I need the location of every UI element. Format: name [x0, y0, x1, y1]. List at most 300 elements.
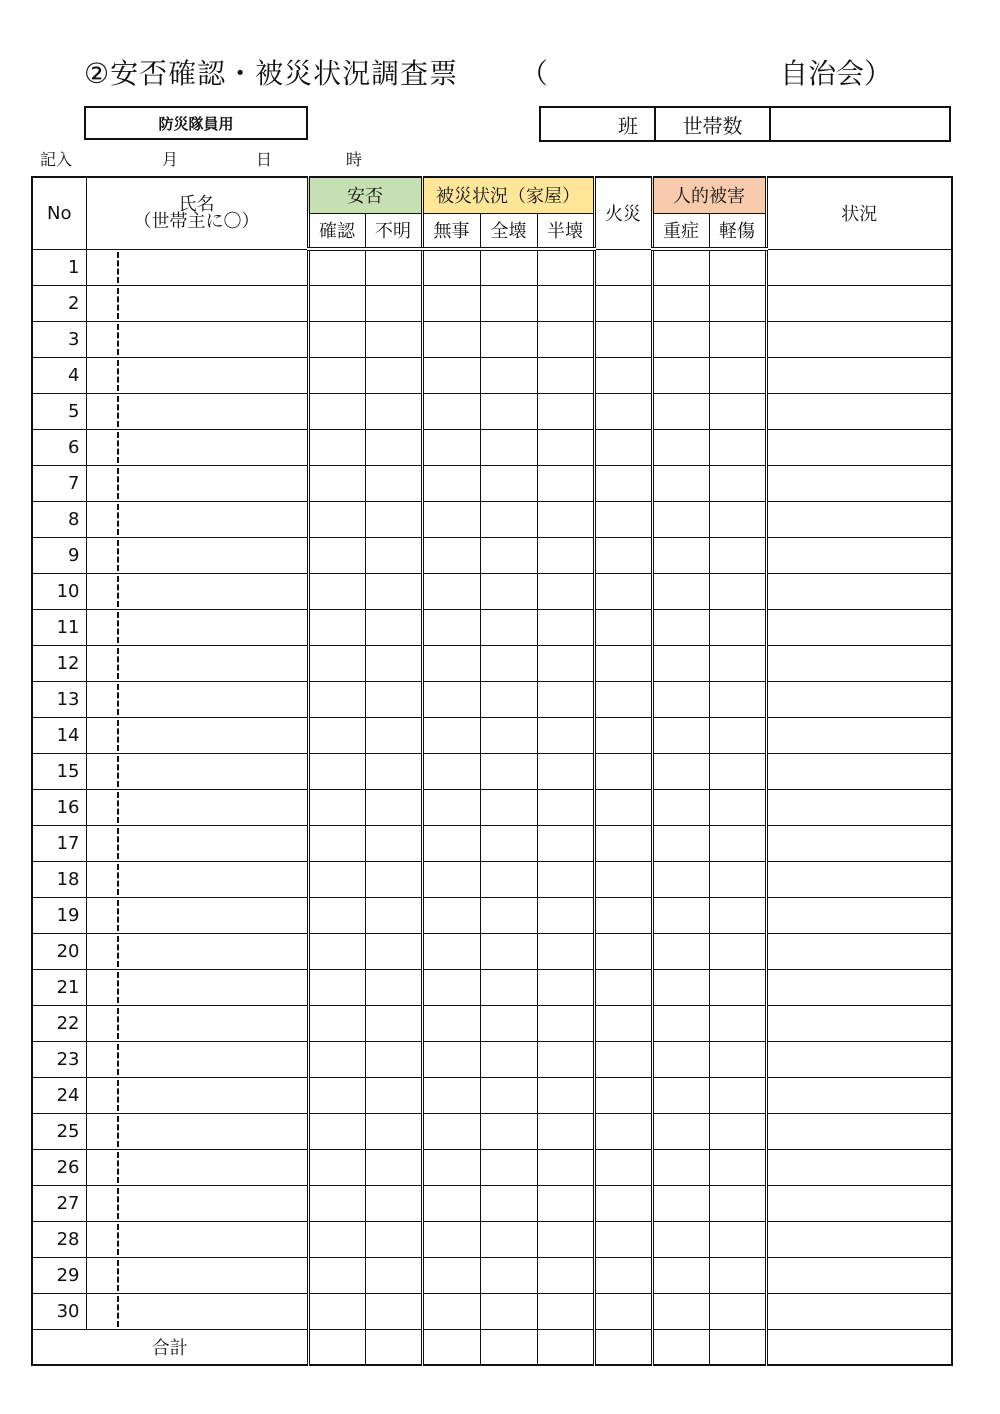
jinteki-severe-cell[interactable] — [652, 1077, 709, 1113]
jinteki-severe-cell[interactable] — [652, 465, 709, 501]
hisai-half-collapse-cell[interactable] — [537, 1221, 594, 1257]
jinteki-minor-cell[interactable] — [709, 1221, 766, 1257]
hisai-total-collapse-cell[interactable] — [480, 465, 537, 501]
status-cell[interactable] — [766, 933, 952, 969]
hisai-safe-cell[interactable] — [422, 1293, 480, 1329]
jinteki-severe-cell[interactable] — [652, 645, 709, 681]
status-cell[interactable] — [766, 1113, 952, 1149]
anpi-confirmed-cell[interactable] — [308, 753, 365, 789]
name-cell[interactable] — [86, 717, 308, 753]
hisai-safe-cell[interactable] — [422, 681, 480, 717]
jinteki-severe-cell[interactable] — [652, 1149, 709, 1185]
jinteki-severe-cell[interactable] — [652, 1113, 709, 1149]
hisai-half-collapse-cell[interactable] — [537, 1149, 594, 1185]
hisai-total-collapse-cell[interactable] — [480, 897, 537, 933]
fire-cell[interactable] — [594, 249, 652, 285]
hisai-safe-cell[interactable] — [422, 501, 480, 537]
name-cell[interactable] — [86, 573, 308, 609]
jinteki-minor-cell[interactable] — [709, 1041, 766, 1077]
anpi-unknown-cell[interactable] — [365, 1077, 422, 1113]
hisai-safe-cell[interactable] — [422, 825, 480, 861]
hisai-half-collapse-cell[interactable] — [537, 537, 594, 573]
anpi-unknown-cell[interactable] — [365, 825, 422, 861]
hisai-half-collapse-cell[interactable] — [537, 717, 594, 753]
hisai-total-collapse-cell[interactable] — [480, 753, 537, 789]
hisai-total-collapse-cell[interactable] — [480, 969, 537, 1005]
anpi-confirmed-cell[interactable] — [308, 969, 365, 1005]
hisai-half-collapse-cell[interactable] — [537, 249, 594, 285]
anpi-unknown-cell[interactable] — [365, 285, 422, 321]
jinteki-minor-cell[interactable] — [709, 933, 766, 969]
status-cell[interactable] — [766, 645, 952, 681]
anpi-unknown-cell[interactable] — [365, 393, 422, 429]
jinteki-severe-cell[interactable] — [652, 1257, 709, 1293]
anpi-unknown-cell[interactable] — [365, 465, 422, 501]
anpi-confirmed-cell[interactable] — [308, 357, 365, 393]
name-cell[interactable] — [86, 1185, 308, 1221]
jinteki-minor-cell[interactable] — [709, 645, 766, 681]
hisai-safe-cell[interactable] — [422, 537, 480, 573]
jinteki-minor-cell[interactable] — [709, 861, 766, 897]
anpi-unknown-cell[interactable] — [365, 753, 422, 789]
anpi-unknown-cell[interactable] — [365, 1149, 422, 1185]
name-cell[interactable] — [86, 609, 308, 645]
jinteki-severe-cell[interactable] — [652, 357, 709, 393]
total-cell[interactable] — [365, 1329, 422, 1365]
fire-cell[interactable] — [594, 573, 652, 609]
hisai-half-collapse-cell[interactable] — [537, 429, 594, 465]
anpi-confirmed-cell[interactable] — [308, 861, 365, 897]
hisai-total-collapse-cell[interactable] — [480, 1149, 537, 1185]
anpi-unknown-cell[interactable] — [365, 501, 422, 537]
name-cell[interactable] — [86, 357, 308, 393]
fire-cell[interactable] — [594, 1221, 652, 1257]
fire-cell[interactable] — [594, 933, 652, 969]
anpi-confirmed-cell[interactable] — [308, 573, 365, 609]
hisai-total-collapse-cell[interactable] — [480, 537, 537, 573]
status-cell[interactable] — [766, 753, 952, 789]
jinteki-minor-cell[interactable] — [709, 429, 766, 465]
hisai-total-collapse-cell[interactable] — [480, 501, 537, 537]
jinteki-severe-cell[interactable] — [652, 537, 709, 573]
jinteki-severe-cell[interactable] — [652, 861, 709, 897]
jinteki-minor-cell[interactable] — [709, 825, 766, 861]
anpi-unknown-cell[interactable] — [365, 1185, 422, 1221]
hisai-half-collapse-cell[interactable] — [537, 1005, 594, 1041]
jinteki-severe-cell[interactable] — [652, 501, 709, 537]
hisai-safe-cell[interactable] — [422, 1221, 480, 1257]
fire-cell[interactable] — [594, 465, 652, 501]
hisai-half-collapse-cell[interactable] — [537, 969, 594, 1005]
hisai-half-collapse-cell[interactable] — [537, 861, 594, 897]
name-cell[interactable] — [86, 861, 308, 897]
hisai-safe-cell[interactable] — [422, 1257, 480, 1293]
hisai-safe-cell[interactable] — [422, 357, 480, 393]
total-cell[interactable] — [709, 1329, 766, 1365]
anpi-confirmed-cell[interactable] — [308, 1149, 365, 1185]
name-cell[interactable] — [86, 501, 308, 537]
name-cell[interactable] — [86, 969, 308, 1005]
status-cell[interactable] — [766, 1005, 952, 1041]
hisai-total-collapse-cell[interactable] — [480, 285, 537, 321]
fire-cell[interactable] — [594, 861, 652, 897]
status-cell[interactable] — [766, 465, 952, 501]
jinteki-minor-cell[interactable] — [709, 609, 766, 645]
name-cell[interactable] — [86, 465, 308, 501]
hisai-safe-cell[interactable] — [422, 1113, 480, 1149]
total-cell[interactable] — [422, 1329, 480, 1365]
hisai-half-collapse-cell[interactable] — [537, 825, 594, 861]
hisai-total-collapse-cell[interactable] — [480, 357, 537, 393]
name-cell[interactable] — [86, 1149, 308, 1185]
name-cell[interactable] — [86, 1221, 308, 1257]
hisai-safe-cell[interactable] — [422, 393, 480, 429]
status-cell[interactable] — [766, 1077, 952, 1113]
hisai-total-collapse-cell[interactable] — [480, 861, 537, 897]
status-cell[interactable] — [766, 1149, 952, 1185]
jinteki-severe-cell[interactable] — [652, 1005, 709, 1041]
hisai-total-collapse-cell[interactable] — [480, 609, 537, 645]
fire-cell[interactable] — [594, 717, 652, 753]
hisai-half-collapse-cell[interactable] — [537, 465, 594, 501]
hisai-safe-cell[interactable] — [422, 969, 480, 1005]
status-cell[interactable] — [766, 609, 952, 645]
anpi-confirmed-cell[interactable] — [308, 501, 365, 537]
fire-cell[interactable] — [594, 1293, 652, 1329]
hisai-total-collapse-cell[interactable] — [480, 1185, 537, 1221]
hisai-safe-cell[interactable] — [422, 789, 480, 825]
hisai-half-collapse-cell[interactable] — [537, 1113, 594, 1149]
name-cell[interactable] — [86, 825, 308, 861]
total-cell[interactable] — [308, 1329, 365, 1365]
anpi-confirmed-cell[interactable] — [308, 717, 365, 753]
anpi-confirmed-cell[interactable] — [308, 285, 365, 321]
hisai-half-collapse-cell[interactable] — [537, 933, 594, 969]
jinteki-severe-cell[interactable] — [652, 429, 709, 465]
hisai-safe-cell[interactable] — [422, 1077, 480, 1113]
anpi-confirmed-cell[interactable] — [308, 1005, 365, 1041]
anpi-unknown-cell[interactable] — [365, 537, 422, 573]
jinteki-severe-cell[interactable] — [652, 789, 709, 825]
name-cell[interactable] — [86, 933, 308, 969]
fire-cell[interactable] — [594, 501, 652, 537]
fire-cell[interactable] — [594, 897, 652, 933]
hisai-total-collapse-cell[interactable] — [480, 645, 537, 681]
hisai-safe-cell[interactable] — [422, 717, 480, 753]
fire-cell[interactable] — [594, 1185, 652, 1221]
jinteki-minor-cell[interactable] — [709, 1293, 766, 1329]
jinteki-severe-cell[interactable] — [652, 969, 709, 1005]
anpi-confirmed-cell[interactable] — [308, 1293, 365, 1329]
anpi-confirmed-cell[interactable] — [308, 1113, 365, 1149]
jinteki-minor-cell[interactable] — [709, 249, 766, 285]
anpi-unknown-cell[interactable] — [365, 609, 422, 645]
fire-cell[interactable] — [594, 609, 652, 645]
jinteki-minor-cell[interactable] — [709, 1113, 766, 1149]
anpi-unknown-cell[interactable] — [365, 573, 422, 609]
name-cell[interactable] — [86, 1257, 308, 1293]
status-cell[interactable] — [766, 1257, 952, 1293]
jinteki-severe-cell[interactable] — [652, 321, 709, 357]
hisai-half-collapse-cell[interactable] — [537, 789, 594, 825]
total-cell[interactable] — [537, 1329, 594, 1365]
fire-cell[interactable] — [594, 1113, 652, 1149]
status-cell[interactable] — [766, 1293, 952, 1329]
jinteki-severe-cell[interactable] — [652, 1185, 709, 1221]
total-cell[interactable] — [594, 1329, 652, 1365]
fire-cell[interactable] — [594, 1041, 652, 1077]
hisai-total-collapse-cell[interactable] — [480, 1113, 537, 1149]
hisai-safe-cell[interactable] — [422, 1149, 480, 1185]
anpi-unknown-cell[interactable] — [365, 249, 422, 285]
hisai-total-collapse-cell[interactable] — [480, 1077, 537, 1113]
hisai-safe-cell[interactable] — [422, 861, 480, 897]
hisai-safe-cell[interactable] — [422, 933, 480, 969]
hisai-safe-cell[interactable] — [422, 249, 480, 285]
hisai-half-collapse-cell[interactable] — [537, 1185, 594, 1221]
hisai-total-collapse-cell[interactable] — [480, 825, 537, 861]
status-cell[interactable] — [766, 321, 952, 357]
name-cell[interactable] — [86, 393, 308, 429]
hisai-half-collapse-cell[interactable] — [537, 573, 594, 609]
hisai-half-collapse-cell[interactable] — [537, 393, 594, 429]
hisai-half-collapse-cell[interactable] — [537, 285, 594, 321]
jinteki-severe-cell[interactable] — [652, 285, 709, 321]
hisai-safe-cell[interactable] — [422, 645, 480, 681]
total-cell[interactable] — [766, 1329, 952, 1365]
jinteki-minor-cell[interactable] — [709, 465, 766, 501]
fire-cell[interactable] — [594, 645, 652, 681]
name-cell[interactable] — [86, 1041, 308, 1077]
jinteki-severe-cell[interactable] — [652, 717, 709, 753]
jinteki-severe-cell[interactable] — [652, 933, 709, 969]
status-cell[interactable] — [766, 249, 952, 285]
anpi-confirmed-cell[interactable] — [308, 393, 365, 429]
fire-cell[interactable] — [594, 1077, 652, 1113]
hisai-total-collapse-cell[interactable] — [480, 429, 537, 465]
fire-cell[interactable] — [594, 789, 652, 825]
hisai-total-collapse-cell[interactable] — [480, 1221, 537, 1257]
jinteki-minor-cell[interactable] — [709, 1185, 766, 1221]
anpi-unknown-cell[interactable] — [365, 321, 422, 357]
hisai-total-collapse-cell[interactable] — [480, 1005, 537, 1041]
jinteki-minor-cell[interactable] — [709, 717, 766, 753]
hisai-half-collapse-cell[interactable] — [537, 1293, 594, 1329]
anpi-unknown-cell[interactable] — [365, 429, 422, 465]
hisai-half-collapse-cell[interactable] — [537, 1077, 594, 1113]
fire-cell[interactable] — [594, 393, 652, 429]
total-cell[interactable] — [480, 1329, 537, 1365]
hisai-safe-cell[interactable] — [422, 573, 480, 609]
jinteki-minor-cell[interactable] — [709, 753, 766, 789]
hisai-safe-cell[interactable] — [422, 609, 480, 645]
anpi-unknown-cell[interactable] — [365, 645, 422, 681]
hisai-total-collapse-cell[interactable] — [480, 573, 537, 609]
fire-cell[interactable] — [594, 825, 652, 861]
hisai-half-collapse-cell[interactable] — [537, 897, 594, 933]
fire-cell[interactable] — [594, 1005, 652, 1041]
jinteki-severe-cell[interactable] — [652, 393, 709, 429]
anpi-confirmed-cell[interactable] — [308, 1041, 365, 1077]
anpi-confirmed-cell[interactable] — [308, 465, 365, 501]
jinteki-minor-cell[interactable] — [709, 501, 766, 537]
status-cell[interactable] — [766, 717, 952, 753]
name-cell[interactable] — [86, 1077, 308, 1113]
jinteki-minor-cell[interactable] — [709, 357, 766, 393]
han-field[interactable] — [541, 108, 656, 140]
jinteki-minor-cell[interactable] — [709, 897, 766, 933]
hisai-half-collapse-cell[interactable] — [537, 1257, 594, 1293]
name-cell[interactable] — [86, 249, 308, 285]
hisai-half-collapse-cell[interactable] — [537, 1041, 594, 1077]
status-cell[interactable] — [766, 357, 952, 393]
anpi-unknown-cell[interactable] — [365, 789, 422, 825]
name-cell[interactable] — [86, 321, 308, 357]
fire-cell[interactable] — [594, 753, 652, 789]
total-cell[interactable] — [652, 1329, 709, 1365]
fire-cell[interactable] — [594, 537, 652, 573]
anpi-unknown-cell[interactable] — [365, 681, 422, 717]
fire-cell[interactable] — [594, 681, 652, 717]
jinteki-minor-cell[interactable] — [709, 681, 766, 717]
anpi-unknown-cell[interactable] — [365, 861, 422, 897]
anpi-unknown-cell[interactable] — [365, 357, 422, 393]
jinteki-severe-cell[interactable] — [652, 753, 709, 789]
status-cell[interactable] — [766, 1185, 952, 1221]
hisai-total-collapse-cell[interactable] — [480, 717, 537, 753]
anpi-unknown-cell[interactable] — [365, 897, 422, 933]
status-cell[interactable] — [766, 501, 952, 537]
jinteki-severe-cell[interactable] — [652, 825, 709, 861]
hisai-total-collapse-cell[interactable] — [480, 393, 537, 429]
hisai-total-collapse-cell[interactable] — [480, 933, 537, 969]
jinteki-minor-cell[interactable] — [709, 1005, 766, 1041]
hisai-safe-cell[interactable] — [422, 753, 480, 789]
status-cell[interactable] — [766, 393, 952, 429]
hisai-total-collapse-cell[interactable] — [480, 1257, 537, 1293]
jinteki-severe-cell[interactable] — [652, 1293, 709, 1329]
household-count-field[interactable] — [771, 108, 949, 140]
anpi-unknown-cell[interactable] — [365, 1005, 422, 1041]
hisai-total-collapse-cell[interactable] — [480, 789, 537, 825]
hisai-safe-cell[interactable] — [422, 429, 480, 465]
anpi-confirmed-cell[interactable] — [308, 1185, 365, 1221]
jinteki-severe-cell[interactable] — [652, 1041, 709, 1077]
status-cell[interactable] — [766, 789, 952, 825]
anpi-confirmed-cell[interactable] — [308, 645, 365, 681]
anpi-confirmed-cell[interactable] — [308, 789, 365, 825]
name-cell[interactable] — [86, 1293, 308, 1329]
anpi-confirmed-cell[interactable] — [308, 429, 365, 465]
hisai-safe-cell[interactable] — [422, 1185, 480, 1221]
status-cell[interactable] — [766, 897, 952, 933]
hisai-half-collapse-cell[interactable] — [537, 645, 594, 681]
jinteki-minor-cell[interactable] — [709, 573, 766, 609]
status-cell[interactable] — [766, 1041, 952, 1077]
hisai-half-collapse-cell[interactable] — [537, 609, 594, 645]
fire-cell[interactable] — [594, 357, 652, 393]
anpi-unknown-cell[interactable] — [365, 1041, 422, 1077]
jinteki-severe-cell[interactable] — [652, 573, 709, 609]
anpi-unknown-cell[interactable] — [365, 969, 422, 1005]
hisai-half-collapse-cell[interactable] — [537, 501, 594, 537]
anpi-confirmed-cell[interactable] — [308, 933, 365, 969]
hisai-total-collapse-cell[interactable] — [480, 681, 537, 717]
fire-cell[interactable] — [594, 969, 652, 1005]
name-cell[interactable] — [86, 285, 308, 321]
status-cell[interactable] — [766, 861, 952, 897]
hisai-safe-cell[interactable] — [422, 465, 480, 501]
jinteki-minor-cell[interactable] — [709, 285, 766, 321]
status-cell[interactable] — [766, 825, 952, 861]
status-cell[interactable] — [766, 429, 952, 465]
status-cell[interactable] — [766, 537, 952, 573]
hisai-safe-cell[interactable] — [422, 1005, 480, 1041]
jinteki-severe-cell[interactable] — [652, 609, 709, 645]
anpi-unknown-cell[interactable] — [365, 1293, 422, 1329]
jinteki-severe-cell[interactable] — [652, 681, 709, 717]
status-cell[interactable] — [766, 285, 952, 321]
anpi-confirmed-cell[interactable] — [308, 825, 365, 861]
name-cell[interactable] — [86, 897, 308, 933]
jinteki-minor-cell[interactable] — [709, 1149, 766, 1185]
anpi-unknown-cell[interactable] — [365, 1257, 422, 1293]
fire-cell[interactable] — [594, 1149, 652, 1185]
name-cell[interactable] — [86, 1005, 308, 1041]
status-cell[interactable] — [766, 1221, 952, 1257]
jinteki-severe-cell[interactable] — [652, 897, 709, 933]
name-cell[interactable] — [86, 753, 308, 789]
jinteki-minor-cell[interactable] — [709, 393, 766, 429]
hisai-half-collapse-cell[interactable] — [537, 753, 594, 789]
hisai-half-collapse-cell[interactable] — [537, 321, 594, 357]
anpi-confirmed-cell[interactable] — [308, 537, 365, 573]
name-cell[interactable] — [86, 645, 308, 681]
name-cell[interactable] — [86, 789, 308, 825]
jinteki-minor-cell[interactable] — [709, 1077, 766, 1113]
anpi-confirmed-cell[interactable] — [308, 1221, 365, 1257]
hisai-half-collapse-cell[interactable] — [537, 681, 594, 717]
name-cell[interactable] — [86, 537, 308, 573]
status-cell[interactable] — [766, 681, 952, 717]
hisai-total-collapse-cell[interactable] — [480, 1041, 537, 1077]
jinteki-minor-cell[interactable] — [709, 321, 766, 357]
hisai-safe-cell[interactable] — [422, 321, 480, 357]
name-cell[interactable] — [86, 681, 308, 717]
hisai-total-collapse-cell[interactable] — [480, 249, 537, 285]
jinteki-severe-cell[interactable] — [652, 1221, 709, 1257]
hisai-safe-cell[interactable] — [422, 897, 480, 933]
status-cell[interactable] — [766, 573, 952, 609]
anpi-confirmed-cell[interactable] — [308, 681, 365, 717]
anpi-confirmed-cell[interactable] — [308, 1077, 365, 1113]
anpi-confirmed-cell[interactable] — [308, 1257, 365, 1293]
fire-cell[interactable] — [594, 1257, 652, 1293]
name-cell[interactable] — [86, 429, 308, 465]
hisai-half-collapse-cell[interactable] — [537, 357, 594, 393]
anpi-confirmed-cell[interactable] — [308, 897, 365, 933]
hisai-total-collapse-cell[interactable] — [480, 321, 537, 357]
anpi-unknown-cell[interactable] — [365, 1113, 422, 1149]
hisai-total-collapse-cell[interactable] — [480, 1293, 537, 1329]
status-cell[interactable] — [766, 969, 952, 1005]
jinteki-severe-cell[interactable] — [652, 249, 709, 285]
name-cell[interactable] — [86, 1113, 308, 1149]
anpi-unknown-cell[interactable] — [365, 933, 422, 969]
jinteki-minor-cell[interactable] — [709, 969, 766, 1005]
fire-cell[interactable] — [594, 321, 652, 357]
fire-cell[interactable] — [594, 429, 652, 465]
